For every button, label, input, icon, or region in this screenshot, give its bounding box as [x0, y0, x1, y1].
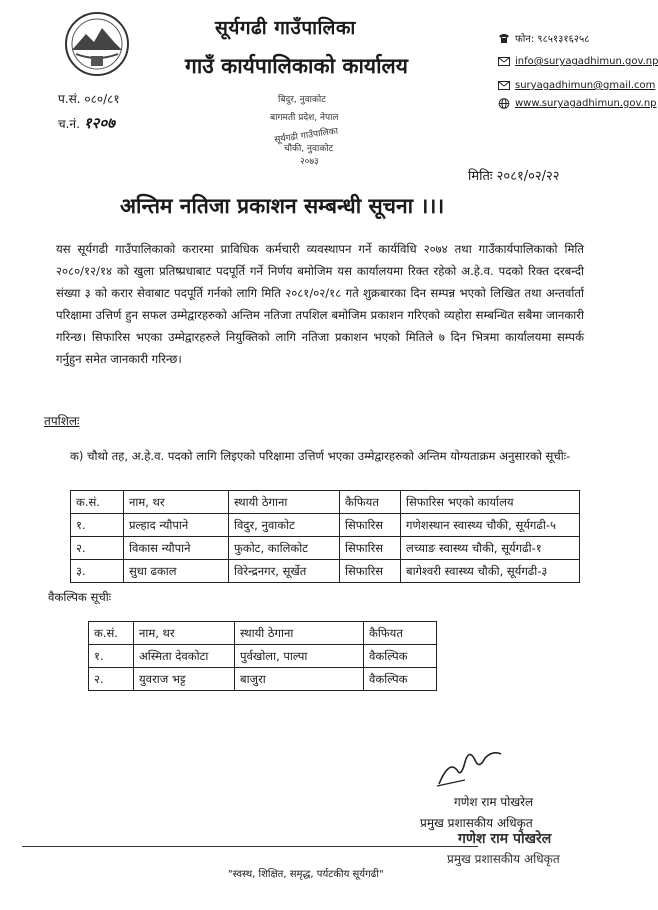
cell-name: सुधा ढकाल [124, 560, 229, 583]
cell-name: युवराज भट्ट [134, 668, 235, 691]
stamp-line: चौकी, नुवाकोट [284, 144, 334, 154]
globe-icon [498, 98, 510, 109]
signatory-stamp-title: प्रमुख प्रशासकीय अधिकृत [447, 852, 560, 866]
cell-office: लच्याङ स्वास्थ्य चौकी, सूर्यगढी-१ [401, 537, 580, 560]
table-row [71, 537, 580, 560]
office-name: गाउँ कार्यपालिकाको कार्यालय [185, 54, 408, 78]
signatory-stamp-name: गणेश राम पोखरेल [458, 831, 552, 847]
footer-motto: "स्वस्थ, शिक्षित, समृद्ध, पर्यटकीय सूर्यगढी" [228, 869, 384, 880]
cell-remarks: वैकल्पिक [364, 668, 437, 691]
cell-address: बाजुरा [235, 668, 364, 691]
col-header-remarks: कैफियत [364, 622, 437, 645]
website-link[interactable]: www.suryagadhimun.gov.np [515, 98, 657, 109]
email-link-2[interactable]: suryagadhimun@gmail.com [515, 80, 656, 91]
col-header-name: नाम, थर [124, 491, 229, 514]
cell-office: बागेश्वरी स्वास्थ्य चौकी, सूर्यगढी-३ [401, 560, 580, 583]
cell-remarks: सिफारिस [340, 537, 401, 560]
org-name: सूर्यगढी गाउँपालिका [215, 17, 356, 39]
col-header-address: स्थायी ठेगाना [235, 622, 364, 645]
cell-address: पुर्वखोला, पाल्पा [235, 645, 364, 668]
envelope-icon [498, 80, 510, 91]
dispatch-number: १२०७ [83, 114, 115, 132]
phone-number: फोन: ९८५१३१६२५८ [515, 34, 590, 45]
cell-remarks: वैकल्पिक [364, 645, 437, 668]
backup-candidates-table [88, 621, 437, 691]
envelope-icon [498, 56, 510, 67]
contact-email-1 [498, 56, 658, 67]
details-heading: तपशिलः [44, 414, 80, 428]
cell-name: प्रल्हाद न्यौपाने [124, 514, 229, 537]
table-header-row [89, 622, 437, 645]
nepal-emblem-icon [62, 10, 132, 78]
notice-date: मितिः २०८१/०२/२२ [468, 169, 560, 184]
cell-sn: १. [71, 514, 124, 537]
cell-sn: ३. [71, 560, 124, 583]
section-a-description: क) चौथो तह, अ.हे.व. पदको लागि लिइएको परिक्षामा उत्तिर्ण भएका उम्मेद्वारहरुको अन्तिम योग्यताक्रम अनुसारको सूचीः- [70, 449, 571, 463]
dispatch-label: च.नं. [58, 117, 80, 131]
cell-address: फुकोट, कालिकोट [229, 537, 340, 560]
dispatch-ref [58, 113, 115, 133]
footer-divider [22, 846, 478, 847]
stamp-line: बिदुर, नुवाकोट [278, 95, 326, 105]
col-header-sn: क.सं. [71, 491, 124, 514]
cell-office: गणेशस्थान स्वास्थ्य चौकी, सूर्यगढी-५ [401, 514, 580, 537]
signature-icon [435, 740, 505, 790]
table-row [71, 560, 580, 583]
email-link-1[interactable]: info@suryagadhimun.gov.np [515, 56, 658, 67]
cell-sn: १. [89, 645, 134, 668]
contact-email-2 [498, 80, 655, 91]
col-header-address: स्थायी ठेगाना [229, 491, 340, 514]
backup-list-heading: वैकल्पिक सूचीः [48, 590, 112, 604]
table-header-row [71, 491, 580, 514]
phone-icon [498, 33, 510, 44]
signatory-name: गणेश राम पोखरेल [454, 795, 534, 809]
notice-title: अन्तिम नतिजा प्रकाशन सम्बन्धी सूचना ।।। [120, 194, 445, 218]
stamp-line: बागमती प्रदेश, नेपाल [270, 113, 339, 123]
table-row [89, 668, 437, 691]
signatory-title: प्रमुख प्रशासकीय अधिकृत [420, 816, 533, 830]
contact-website [498, 98, 657, 109]
cell-remarks: सिफारिस [340, 514, 401, 537]
fiscal-year-ref: प.सं. ०८०/८१ [58, 92, 120, 106]
col-header-office: सिफारिस भएको कार्यालय [401, 491, 580, 514]
col-header-name: नाम, थर [134, 622, 235, 645]
office-stamp [262, 88, 370, 170]
table-row [71, 514, 580, 537]
stamp-line: २०७३ [300, 157, 319, 167]
cell-name: विकास न्यौपाने [124, 537, 229, 560]
col-header-sn: क.सं. [89, 622, 134, 645]
cell-remarks: सिफारिस [340, 560, 401, 583]
cell-sn: २. [71, 537, 124, 560]
table-row [89, 645, 437, 668]
stamp-line: सूर्यगढी गाउँपालिका [273, 126, 339, 146]
cell-address: विरेन्द्रनगर, सूर्खेत [229, 560, 340, 583]
recommended-candidates-table [70, 490, 580, 583]
notice-body: यस सूर्यगढी गाउँपालिकाको करारमा प्राविधिक कर्मचारी व्यवस्थापन गर्ने कार्यविधि २०७४ तथा गाउँकार्यपालिकाको मिति २०८०/१२/१४ को खुला प्रतिष्प्रधाबाट पदपूर्ति गर्ने निर्णय बमोजिम यस कार्यालयमा रिक्त रहेको अ.हे.व. पदको रिक्त दरबन्दी संख्या ३ को करार सेवाबाट पदपूर्ति गर्नको लागि मिति २०८१/०२/१८ गते शुक्रबारका दिन सम्पन्न भएको लिखित तथा अन्तर्वार्ता परिक्षामा उत्तिर्ण हुन सफल उम्मेद्वारहरुको अन्तिम नतिजा तपशिल बमोजिम प्रकाशन गरिएको व्यहोरा सम्बन्धित सबैमा जानकारी गरिन्छ। सिफारिस भएका उम्मेद्वारहरुले नियुक्तिको लागि नतिजा प्रकाशन भएको मितिले ७ दिन भित्रमा कार्यालयमा सम्पर्क गर्नुहुन समेत जानकारी गरिन्छ। [56, 242, 584, 366]
contact-phone [498, 31, 589, 45]
cell-name: अस्मिता देवकोटा [134, 645, 235, 668]
cell-sn: २. [89, 668, 134, 691]
cell-address: विदुर, नुवाकोट [229, 514, 340, 537]
col-header-remarks: कैफियत [340, 491, 401, 514]
